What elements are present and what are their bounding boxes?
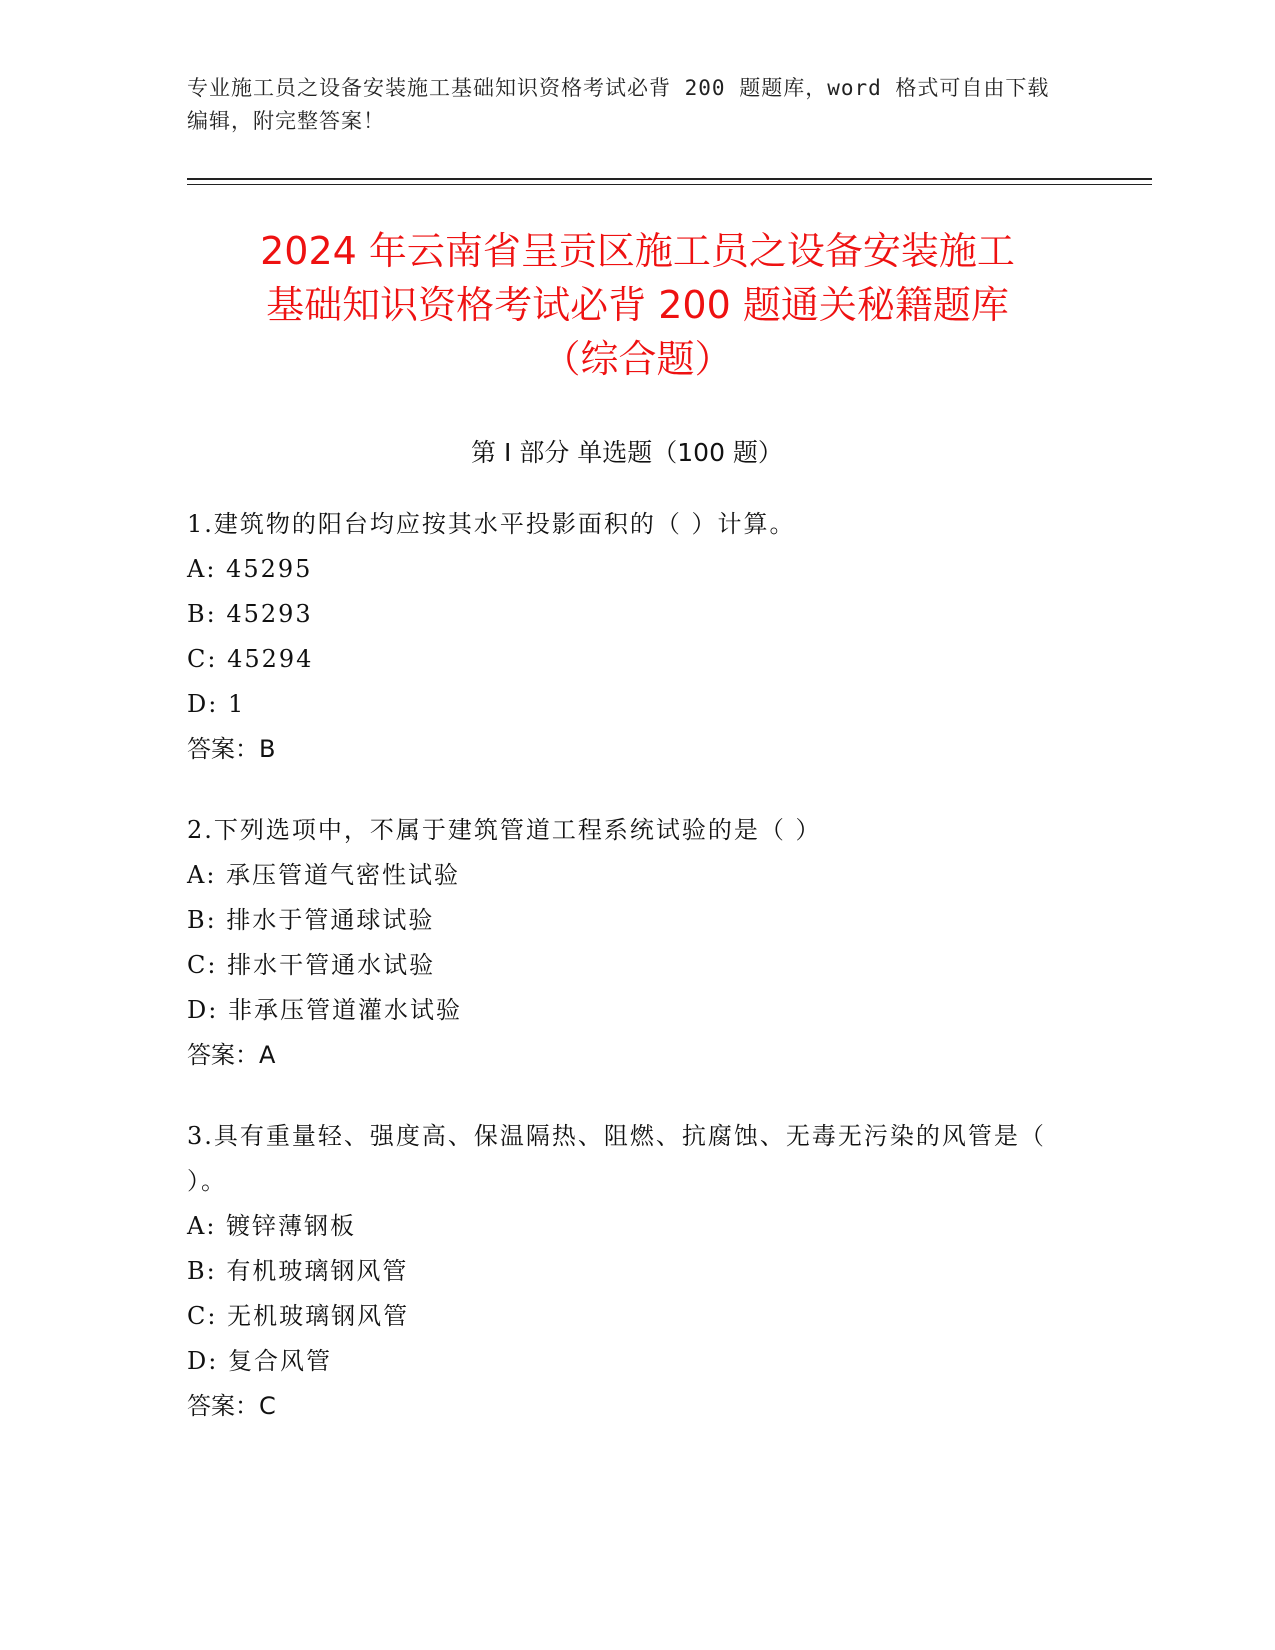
answer: 答案：B: [187, 735, 276, 763]
option-b: B: 45293: [187, 600, 313, 628]
header-rule-thick: [187, 178, 1152, 180]
header-rule-thin: [187, 184, 1152, 185]
question-1: [187, 502, 1067, 772]
title-line-2: 基础知识资格考试必背 200 题通关秘籍题库: [266, 283, 1009, 327]
answer: 答案：C: [187, 1392, 276, 1420]
header-note: 专业施工员之设备安装施工基础知识资格考试必背 200 题题库，word 格式可自由下载编辑，附完整答案！: [187, 76, 1050, 133]
option-b: B: 有机玻璃钢风管: [187, 1257, 409, 1285]
document-title: [170, 224, 1105, 386]
question-2: [187, 808, 1067, 1078]
answer: 答案：A: [187, 1041, 276, 1069]
option-d: D: 复合风管: [187, 1347, 332, 1375]
question-stem: 2.下列选项中，不属于建筑管道工程系统试验的是（ ）: [187, 816, 822, 844]
option-a: A: 承压管道气密性试验: [187, 861, 461, 889]
option-d: D: 非承压管道灌水试验: [187, 996, 462, 1024]
question-stem: 1.建筑物的阳台均应按其水平投影面积的（ ）计算。: [187, 510, 796, 538]
title-line-1: 2024 年云南省呈贡区施工员之设备安装施工: [260, 229, 1015, 273]
question-stem: 3.具有重量轻、强度高、保温隔热、阻燃、抗腐蚀、无毒无污染的风管是（ ）。: [187, 1122, 1046, 1195]
option-c: C: 无机玻璃钢风管: [187, 1302, 410, 1330]
option-a: A: 45295: [187, 555, 313, 583]
option-c: C: 45294: [187, 645, 314, 673]
option-c: C: 排水干管通水试验: [187, 951, 436, 979]
question-3: [187, 1114, 1067, 1429]
option-b: B: 排水于管通球试验: [187, 906, 435, 934]
option-a: A: 镀锌薄钢板: [187, 1212, 357, 1240]
option-d: D: 1: [187, 690, 246, 718]
section-heading: 第 I 部分 单选题（100 题）: [471, 438, 783, 467]
title-line-3: （综合题）: [542, 337, 733, 381]
